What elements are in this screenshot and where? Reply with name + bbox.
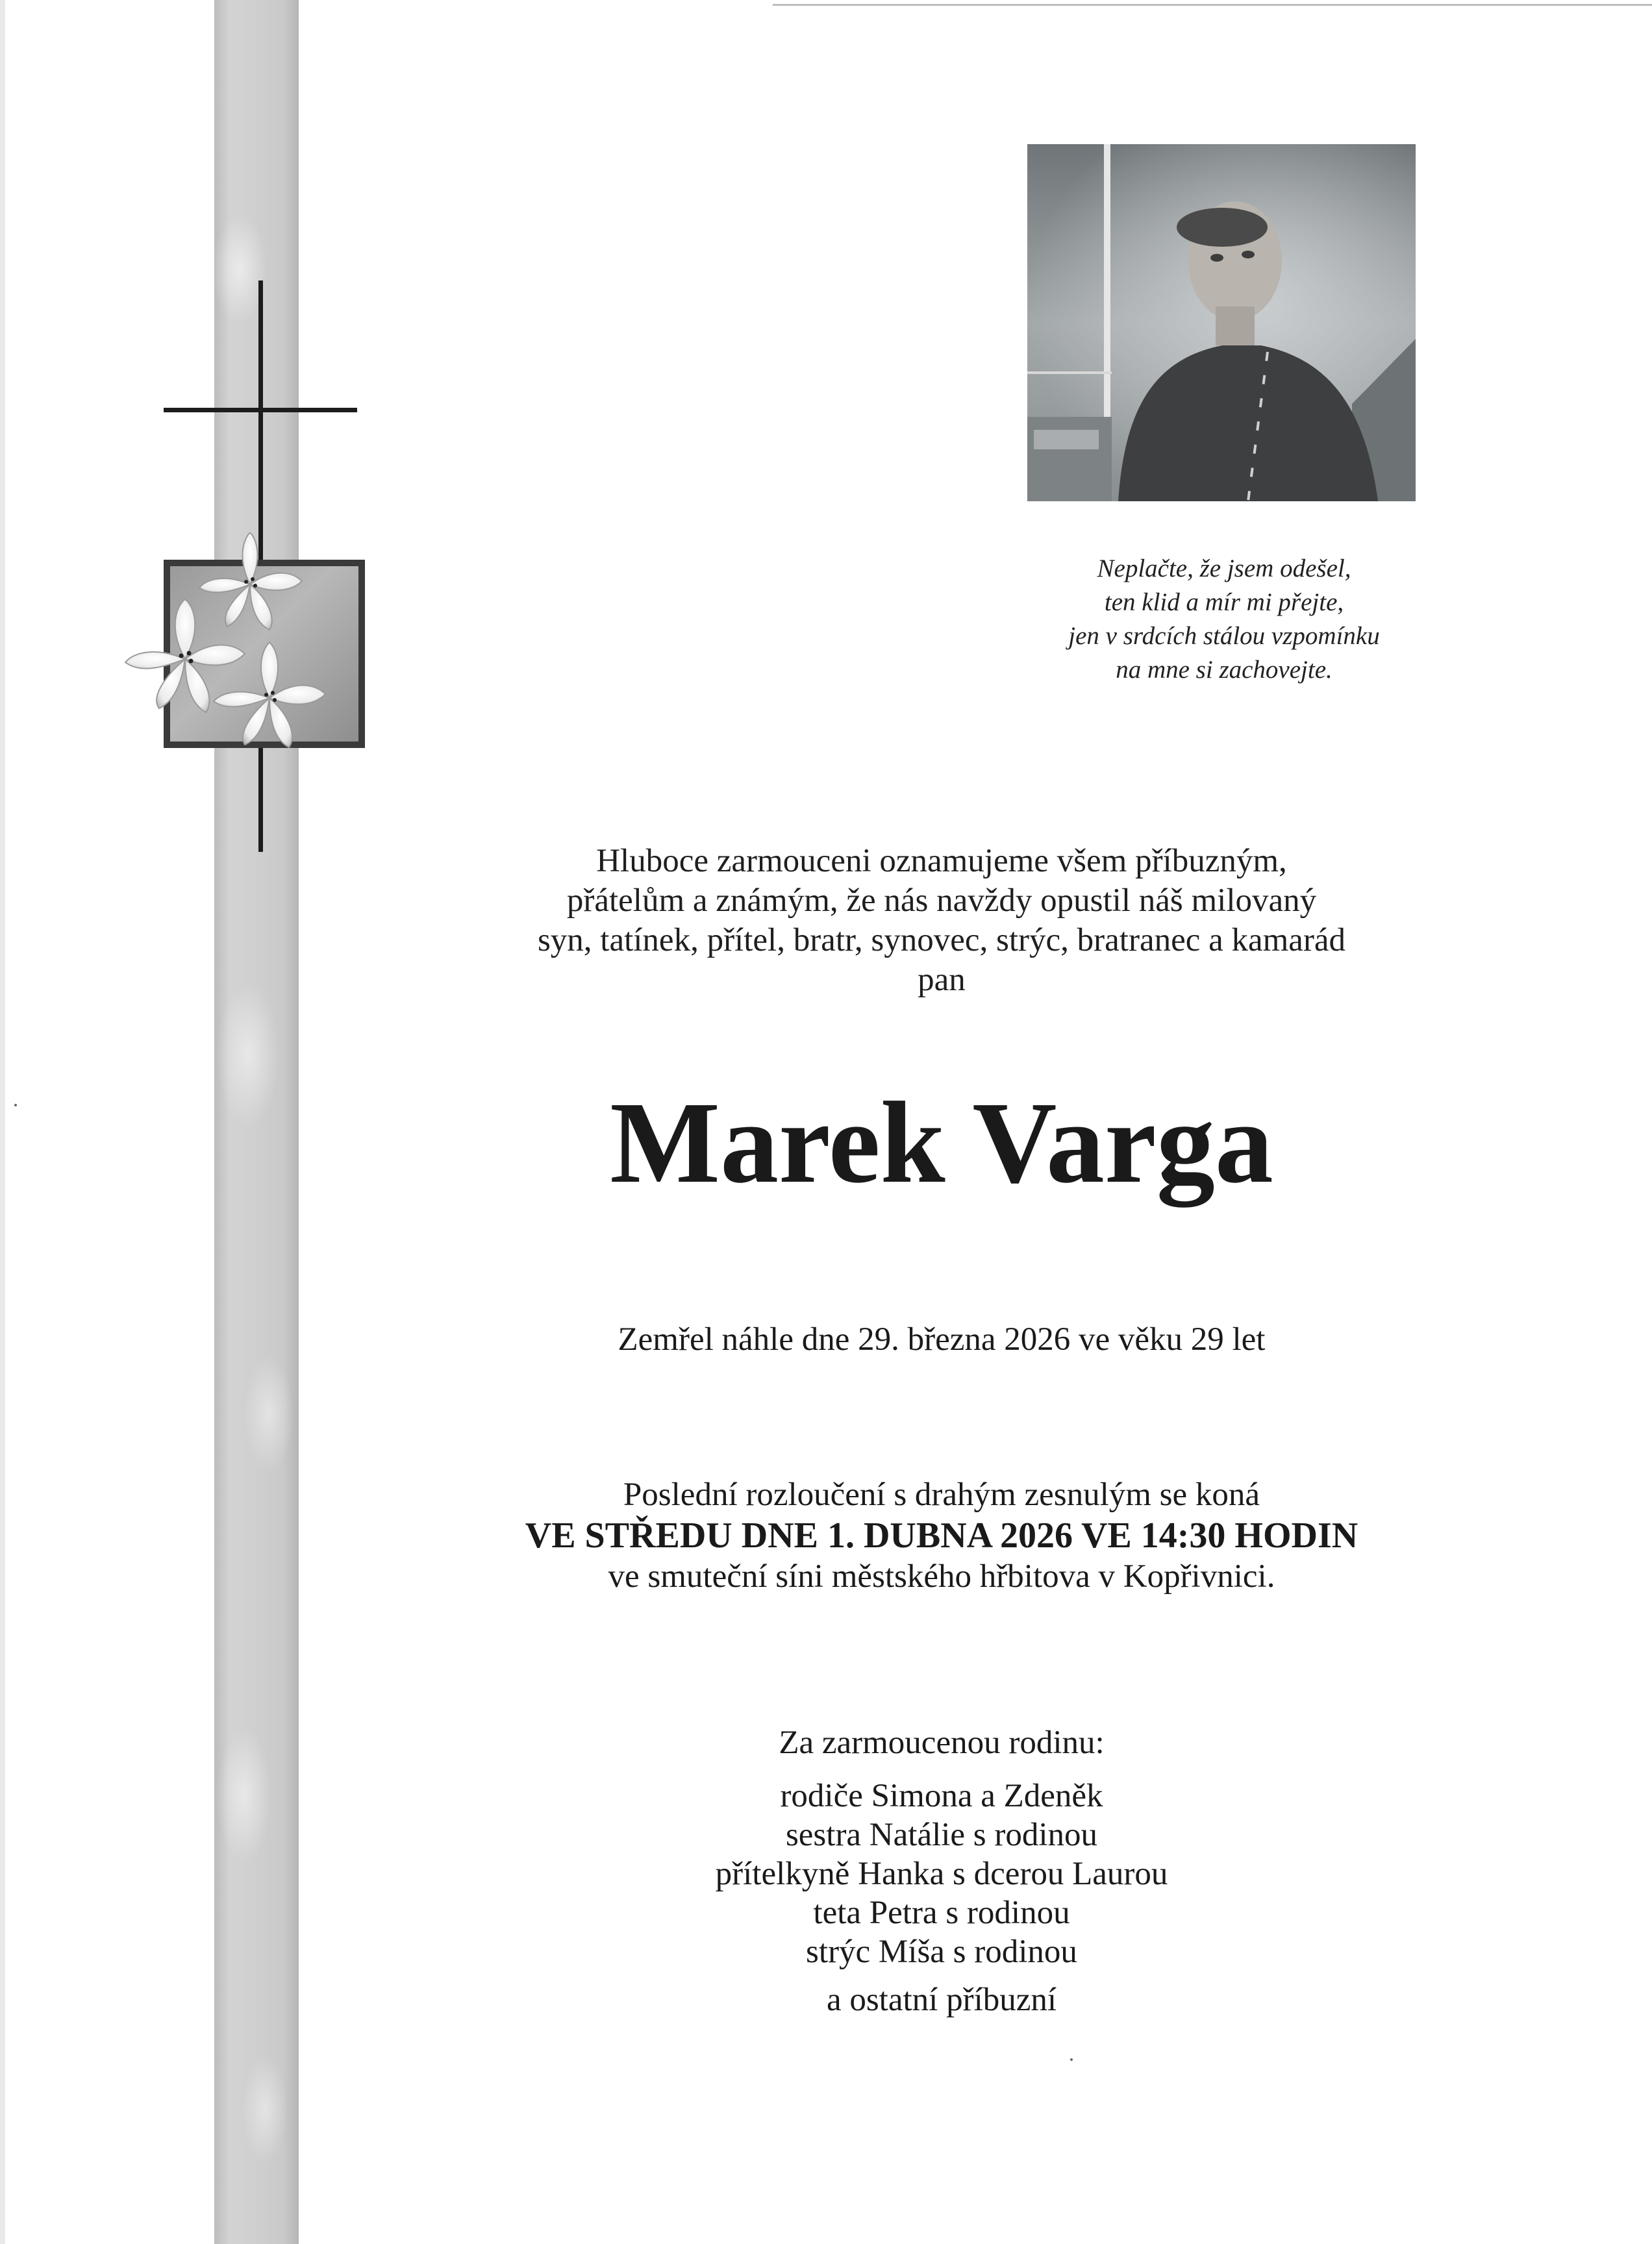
funeral-location: ve smuteční síni městského hřbitova v Kopřivnici. [608, 1558, 1275, 1595]
family-closing: a ostatní příbuzní [826, 1982, 1057, 2018]
intro-line: syn, tatínek, přítel, bratr, synovec, strýc, bratranec a kamarád [537, 922, 1346, 958]
poem-line: Neplačte, že jsem odešel, [1097, 555, 1351, 582]
memorial-poem [987, 552, 1461, 687]
poem-line: na mne si zachovejte. [1116, 656, 1333, 684]
left-edge-shadow [0, 0, 5, 2244]
family-member: rodiče Simona a Zdeněk [780, 1778, 1103, 1814]
portrait-photo [1027, 144, 1416, 501]
family-member: sestra Natálie s rodinou [785, 1817, 1098, 1853]
announcement-intro [455, 842, 1429, 1000]
decorative-ribbon [214, 0, 299, 2244]
intro-line: Hluboce zarmouceni oznamujeme všem příbuzným, [596, 843, 1287, 879]
poem-line: jen v srdcích stálou vzpomínku [1068, 622, 1380, 650]
cross-icon-horizontal [164, 408, 357, 412]
family-member: strýc Míša s rodinou [806, 1934, 1077, 1970]
lily-flower-icon [110, 532, 357, 779]
poem-line: ten klid a mír mi přejte, [1104, 588, 1344, 616]
intro-line: přátelům a známým, že nás navždy opustil náš milovaný [566, 882, 1317, 919]
scan-speck [14, 1104, 17, 1106]
funeral-date-time: VE STŘEDU DNE 1. DUBNA 2026 VE 14:30 HODIN [525, 1515, 1358, 1556]
intro-line: pan [918, 962, 966, 998]
deceased-name: Marek Varga [610, 1078, 1273, 1207]
family-list [455, 1723, 1429, 2019]
top-rule [773, 4, 1652, 6]
family-member: teta Petra s rodinou [813, 1895, 1070, 1931]
death-date-line: Zemřel náhle dne 29. března 2026 ve věku 29 let [618, 1321, 1266, 1358]
family-member: přítelkyně Hanka s dcerou Laurou [715, 1856, 1168, 1892]
scan-speck [1070, 2058, 1073, 2061]
funeral-line: Poslední rozloučení s drahým zesnulým se koná [623, 1477, 1260, 1513]
family-heading: Za zarmoucenou rodinu: [779, 1725, 1105, 1761]
lily-top [199, 532, 302, 630]
funeral-info [364, 1475, 1520, 1596]
